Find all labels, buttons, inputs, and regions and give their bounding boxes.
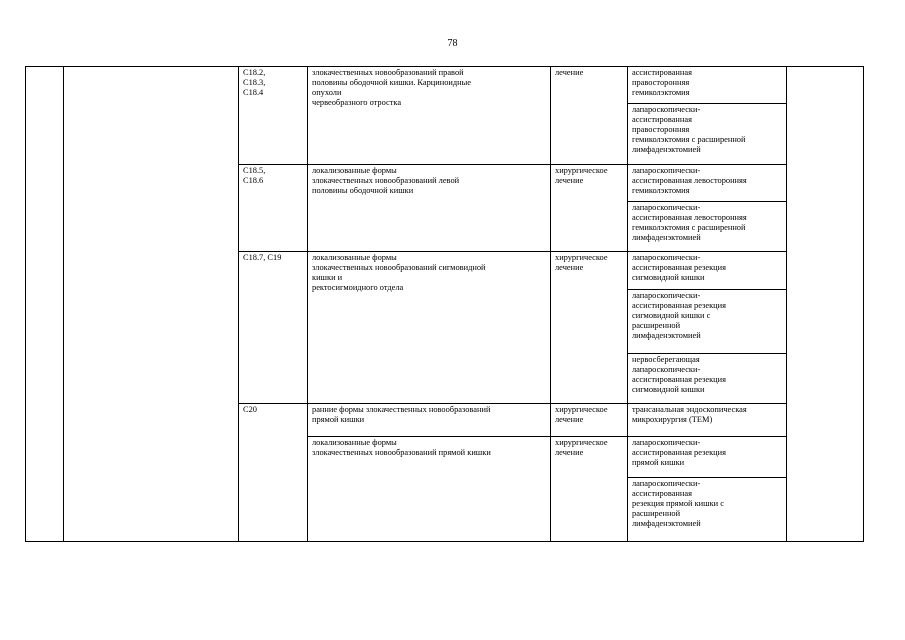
condition-description-cell: ранние формы злокачественных новообразований прямой кишки xyxy=(308,404,551,437)
table-row xyxy=(26,67,864,104)
procedures-table xyxy=(25,66,864,542)
treatment-method-cell: ассистированная правосторонняя гемиколэктомия xyxy=(628,67,787,104)
treatment-type-cell: хирургическое лечение xyxy=(551,252,628,404)
condition-description-cell: локализованные формы злокачественных новообразований левой половины ободочной кишки xyxy=(308,165,551,252)
number-cell xyxy=(26,67,64,542)
treatment-type-cell: хирургическое лечение xyxy=(551,437,628,542)
diagnosis-code-cell: C18.5, C18.6 xyxy=(239,165,308,252)
diagnosis-code-cell: C18.7, C19 xyxy=(239,252,308,404)
diagnosis-code-cell: C20 xyxy=(239,404,308,542)
treatment-method-cell: лапароскопически- ассистированная резекция сигмовидной кишки xyxy=(628,252,787,290)
profile-cell xyxy=(64,67,239,542)
condition-description-cell: злокачественных новообразований правой половины ободочной кишки. Карциноидные опухоли червеобразного отростка xyxy=(308,67,551,165)
treatment-method-cell: лапароскопически- ассистированная левосторонняя гемиколэктомия с расширенной лимфаденэктомией xyxy=(628,202,787,252)
diagnosis-code-cell: C18.2, C18.3, C18.4 xyxy=(239,67,308,165)
treatment-method-cell: лапароскопически- ассистированная резекция сигмовидной кишки с расширенной лимфаденэктомией xyxy=(628,290,787,354)
treatment-method-cell: лапароскопически- ассистированная резекция прямой кишки с расширенной лимфаденэктомией xyxy=(628,478,787,542)
treatment-method-cell: лапароскопически- ассистированная резекция прямой кишки xyxy=(628,437,787,478)
treatment-type-cell: лечение xyxy=(551,67,628,165)
cost-cell xyxy=(787,67,864,542)
treatment-type-cell: хирургическое лечение xyxy=(551,404,628,437)
condition-description-cell: локализованные формы злокачественных новообразований сигмовидной кишки и ректосигмоидного отдела xyxy=(308,252,551,404)
treatment-method-cell: лапароскопически- ассистированная правосторонняя гемиколэктомия с расширенной лимфаденэктомией xyxy=(628,104,787,165)
treatment-method-cell: трансанальная эндоскопическая микрохирургия (ТЕМ) xyxy=(628,404,787,437)
condition-description-cell: локализованные формы злокачественных новообразований прямой кишки xyxy=(308,437,551,542)
treatment-type-cell: хирургическое лечение xyxy=(551,165,628,252)
treatment-method-cell: нервосберегающая лапароскопически- ассистированная резекция сигмовидной кишки xyxy=(628,354,787,404)
treatment-method-cell: лапароскопически- ассистированная левосторонняя гемиколэктомия xyxy=(628,165,787,202)
page-number: 78 xyxy=(447,38,458,49)
